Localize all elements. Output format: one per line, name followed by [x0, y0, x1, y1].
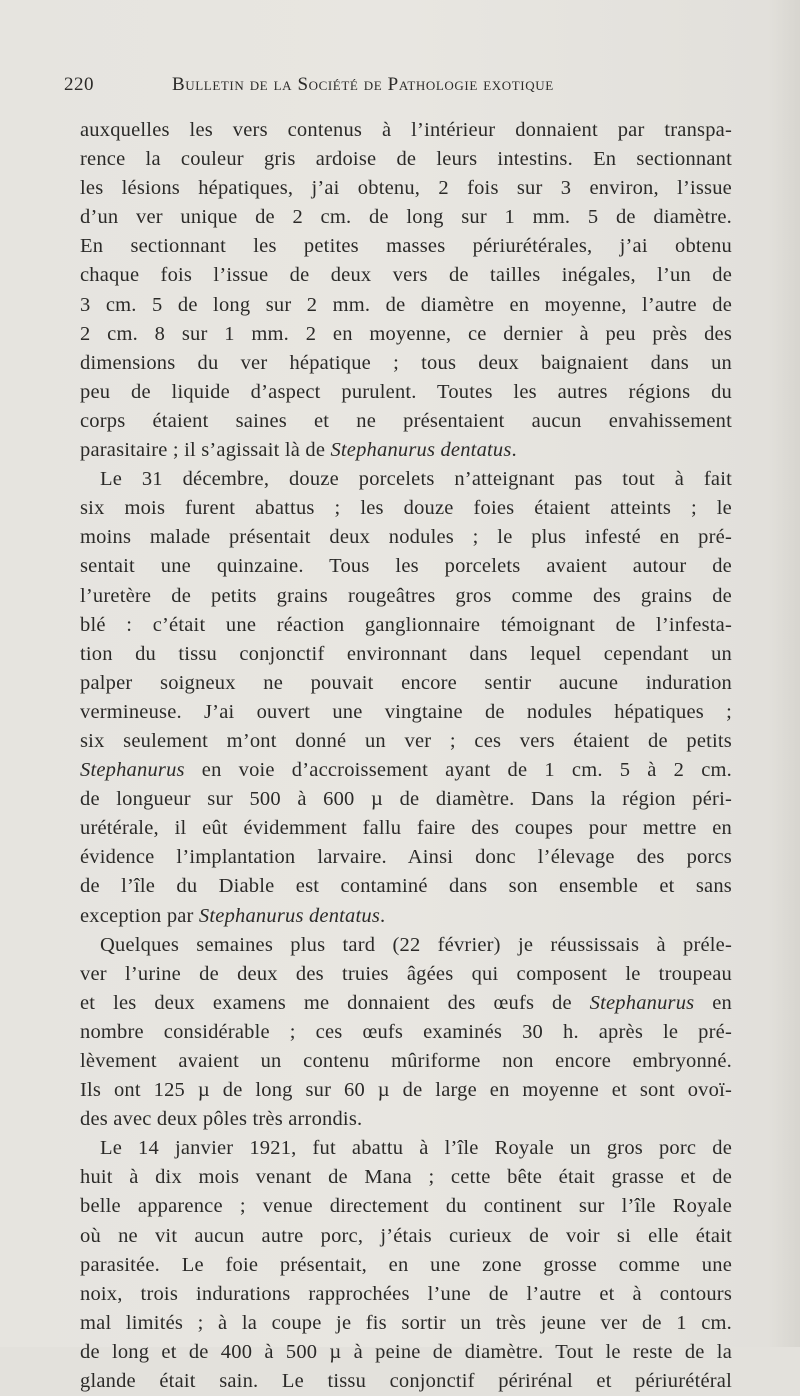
text-line — [80, 931, 732, 960]
text-run: nombre considérable ; ces œufs examinés 30 h. après le pré- — [80, 1020, 732, 1043]
text-run: moins malade présentait deux nodules ; le plus infesté en pré- — [80, 526, 732, 549]
text-run: exception par — [80, 904, 199, 927]
italic-taxon: Stephanurus dentatus — [198, 904, 381, 927]
text-run: rence la couleur gris ardoise de leurs intestins. En sectionnant — [80, 148, 732, 171]
text-line — [80, 756, 732, 785]
text-run: six seulement m’ont donné un ver ; ces vers étaient de petits — [80, 729, 732, 752]
text-run: ver l’urine de deux des truies âgées qui composent le troupeau — [80, 962, 732, 985]
text-run: . — [511, 439, 517, 462]
text-run: parasitée. Le foie présentait, en une zone grosse comme une — [80, 1253, 732, 1276]
text-line — [80, 320, 732, 349]
text-run: tion du tissu conjonctif environnant dans lequel cependant un — [80, 642, 732, 665]
text-line — [80, 523, 732, 552]
text-line — [80, 698, 732, 727]
page-number: 220 — [64, 74, 94, 95]
text-run: chaque fois l’issue de deux vers de tailles inégales, l’un de — [80, 264, 732, 287]
italic-taxon: Stephanurus — [80, 759, 185, 782]
text-line — [80, 465, 732, 494]
text-line — [80, 1280, 732, 1309]
text-line — [80, 1105, 732, 1134]
text-line — [80, 640, 732, 669]
body-text — [80, 116, 732, 1396]
text-run: dimensions du ver hépatique ; tous deux baignaient dans un — [80, 351, 732, 374]
text-line — [80, 669, 732, 698]
text-run: En sectionnant les petites masses périurétérales, j’ai obtenu — [80, 235, 732, 258]
text-run: Le 31 décembre, douze porcelets n’atteignant pas tout à fait — [100, 468, 732, 491]
text-run: 3 cm. 5 de long sur 2 mm. de diamètre en moyenne, l’autre de — [80, 293, 732, 316]
text-line — [80, 582, 732, 611]
text-line — [80, 1367, 732, 1396]
text-run: les lésions hépatiques, j’ai obtenu, 2 fois sur 3 environ, l’issue — [80, 177, 732, 200]
text-line — [80, 1047, 732, 1076]
text-run: palper soigneux ne pouvait encore sentir aucune induration — [80, 671, 732, 694]
text-run: évidence l’implantation larvaire. Ainsi donc l’élevage des porcs — [80, 846, 732, 869]
text-line — [80, 407, 732, 436]
text-line — [80, 494, 732, 523]
text-line — [80, 349, 732, 378]
text-line — [80, 1222, 732, 1251]
text-line — [80, 552, 732, 581]
italic-taxon: Stephanurus dentatus — [330, 439, 512, 462]
text-line — [80, 232, 732, 261]
text-line — [80, 261, 732, 290]
text-run: vermineuse. J’ai ouvert une vingtaine de nodules hépatiques ; — [80, 700, 732, 723]
text-run: belle apparence ; venue directement du continent sur l’île Royale — [80, 1195, 732, 1218]
text-run: où ne vit aucun autre porc, j’étais curieux de voir si elle était — [80, 1224, 732, 1247]
text-run: noix, trois indurations rapprochées l’une de l’autre et à contours — [80, 1282, 732, 1305]
text-line — [80, 872, 732, 901]
text-line — [80, 174, 732, 203]
text-line — [80, 1192, 732, 1221]
text-line — [80, 436, 732, 465]
text-line — [80, 1163, 732, 1192]
text-line — [80, 203, 732, 232]
text-run: six mois furent abattus ; les douze foies étaient atteints ; le — [80, 497, 732, 520]
text-line — [80, 843, 732, 872]
text-run: huit à dix mois venant de Mana ; cette bête était grasse et de — [80, 1166, 732, 1189]
text-run: mal limités ; à la coupe je fis sortir un très jeune ver de 1 cm. — [80, 1311, 732, 1334]
text-run: de longueur sur 500 à 600 µ de diamètre. Dans la région péri- — [80, 788, 732, 811]
text-run: Ils ont 125 µ de long sur 60 µ de large en moyenne et sont ovoï- — [80, 1079, 732, 1102]
text-run: auxquelles les vers contenus à l’intérieur donnaient par transpa- — [80, 119, 732, 141]
text-line — [80, 814, 732, 843]
text-run: urétérale, il eût évidemment fallu faire des coupes pour mettre en — [80, 817, 732, 840]
text-run: corps étaient saines et ne présentaient aucun envahissement — [80, 409, 732, 432]
text-line — [80, 1076, 732, 1105]
text-line — [80, 960, 732, 989]
text-line — [80, 1018, 732, 1047]
text-line — [80, 785, 732, 814]
text-run: de long et de 400 à 500 µ à peine de diamètre. Tout le reste de la — [80, 1340, 732, 1363]
text-line — [80, 1309, 732, 1338]
text-run: de l’île du Diable est contaminé dans son ensemble et sans — [80, 875, 732, 898]
text-run: parasitaire ; il s’agissait là de — [80, 439, 331, 462]
text-run: en — [694, 991, 732, 1014]
text-line — [80, 116, 732, 145]
text-run: et les deux examens me donnaient des œufs de — [80, 991, 590, 1014]
text-run: sentait une quinzaine. Tous les porcelets avaient autour de — [80, 555, 732, 578]
text-line — [80, 727, 732, 756]
text-run: blé : c’était une réaction ganglionnaire témoignant de l’infesta- — [80, 613, 732, 636]
text-run: Quelques semaines plus tard (22 février) je réussissais à préle- — [100, 933, 732, 956]
text-line — [80, 1134, 732, 1163]
text-line — [80, 1338, 732, 1367]
text-line — [80, 902, 732, 931]
text-run: . — [380, 904, 386, 927]
text-line — [80, 378, 732, 407]
running-title: Bulletin de la Société de Pathologie exotique — [172, 74, 554, 95]
text-run: glande était sain. Le tissu conjonctif périrénal et périurétéral — [80, 1370, 732, 1393]
text-line — [80, 611, 732, 640]
text-run: d’un ver unique de 2 cm. de long sur 1 mm. 5 de diamètre. — [80, 206, 732, 229]
text-line — [80, 291, 732, 320]
text-run: 2 cm. 8 sur 1 mm. 2 en moyenne, ce dernier à peu près des — [80, 322, 732, 345]
text-run: peu de liquide d’aspect purulent. Toutes les autres régions du — [80, 380, 732, 403]
italic-taxon: Stephanurus — [589, 991, 695, 1014]
text-run: lèvement avaient un contenu mûriforme non encore embryonné. — [80, 1050, 732, 1072]
text-line — [80, 145, 732, 174]
text-run: des avec deux pôles très arrondis. — [80, 1108, 363, 1131]
text-line — [80, 1251, 732, 1280]
text-run: en voie d’accroissement ayant de 1 cm. 5 à 2 cm. — [184, 759, 732, 782]
text-run: Le 14 janvier 1921, fut abattu à l’île Royale un gros porc de — [100, 1137, 732, 1160]
text-line — [80, 989, 732, 1018]
text-run: l’uretère de petits grains rougeâtres gros comme des grains de — [80, 584, 732, 607]
